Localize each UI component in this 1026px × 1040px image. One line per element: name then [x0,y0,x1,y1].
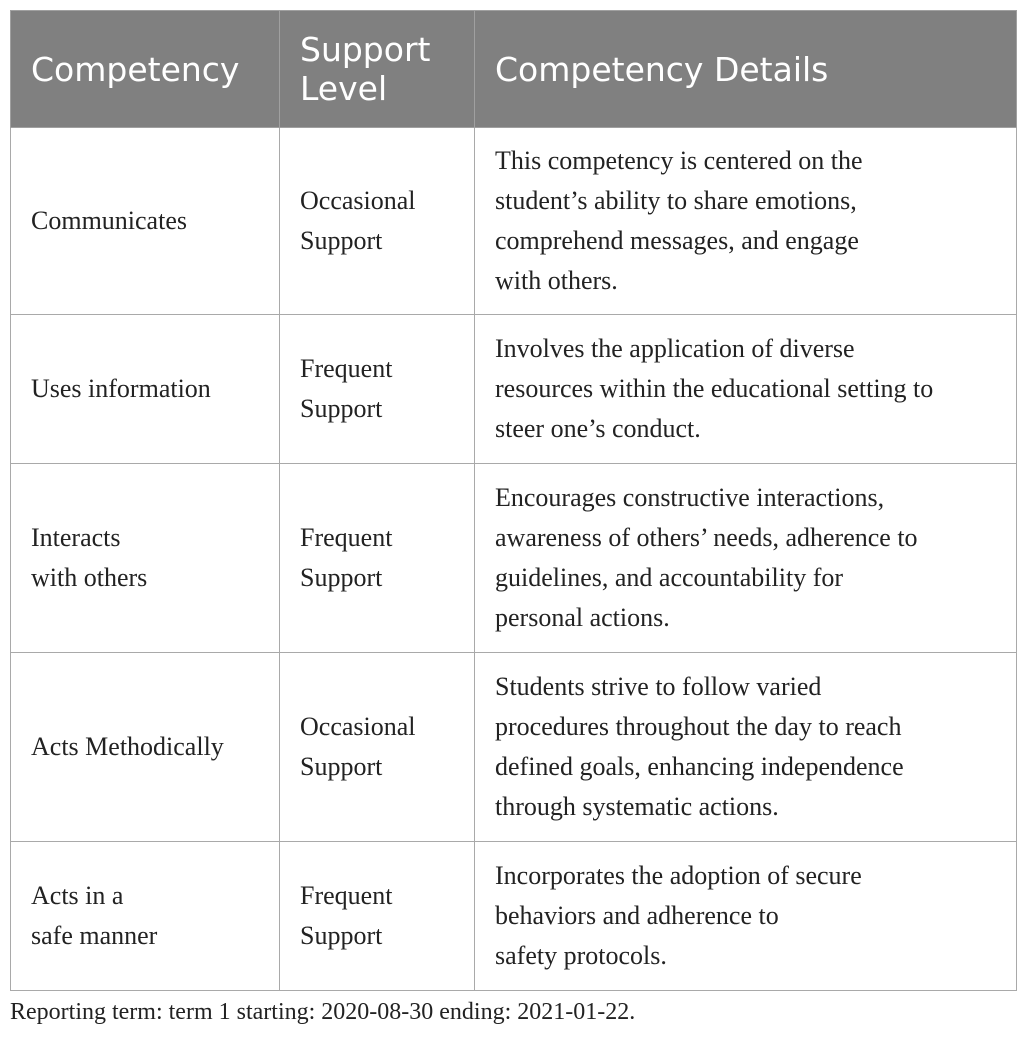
cell-line: steer one’s conduct. [495,414,701,443]
cell-line: Interacts [31,523,121,552]
cell-line: This competency is centered on the [495,146,863,175]
cell-line: safe manner [31,921,158,950]
table-footnote: Reporting term: term 1 starting: 2020-08-30 ending: 2021-01-22. [10,999,636,1025]
cell-competency [11,842,280,991]
cell-details [475,464,1017,653]
table-header-row [11,11,1017,128]
cell-line: Support [300,394,383,423]
cell-line: Support [300,752,383,781]
cell-line: Uses information [31,374,211,403]
cell-line: Students strive to follow varied [495,672,822,701]
cell-line: with others. [495,266,618,295]
cell-line: Support [300,226,383,255]
cell-line: Acts Methodically [31,732,224,761]
cell-competency [11,464,280,653]
cell-competency [11,653,280,842]
cell-line: comprehend messages, and engage [495,226,859,255]
cell-line: guidelines, and accountability for [495,563,844,592]
cell-support-level [280,315,475,464]
table-row [11,128,1017,315]
table-row [11,653,1017,842]
cell-line: Frequent [300,523,393,552]
cell-line: Support [300,563,383,592]
cell-line: through systematic actions. [495,792,779,821]
cell-line: Support [300,921,383,950]
cell-line: personal actions. [495,603,670,632]
header-competency: Competency [11,11,280,128]
cell-line: Occasional [300,712,416,741]
cell-line: student’s ability to share emotions, [495,186,857,215]
cell-competency [11,315,280,464]
competency-table-container [10,10,1016,991]
cell-line: Frequent [300,881,393,910]
cell-line: with others [31,563,148,592]
cell-line: defined goals, enhancing independence [495,752,904,781]
competency-table [10,10,1017,991]
cell-line: Occasional [300,186,416,215]
cell-support-level [280,653,475,842]
cell-line: Frequent [300,354,393,383]
cell-line: awareness of others’ needs, adherence to [495,523,918,552]
cell-details [475,842,1017,991]
cell-details [475,315,1017,464]
cell-support-level [280,464,475,653]
cell-line: Involves the application of diverse [495,334,855,363]
cell-line: procedures throughout the day to reach [495,712,902,741]
header-support-level [280,11,475,128]
header-competency-details: Competency Details [475,11,1017,128]
cell-support-level [280,128,475,315]
cell-line: Incorporates the adoption of secure [495,861,862,890]
cell-line: Acts in a [31,881,124,910]
table-row [11,464,1017,653]
cell-line: behaviors and adherence to [495,901,779,930]
cell-details [475,128,1017,315]
table-row [11,315,1017,464]
header-support-level-line-2: Level [300,69,388,108]
cell-line: safety protocols. [495,941,667,970]
cell-support-level [280,842,475,991]
cell-line: resources within the educational setting to [495,374,934,403]
header-support-level-line-1: Support [300,30,431,69]
cell-competency [11,128,280,315]
table-row [11,842,1017,991]
cell-line: Encourages constructive interactions, [495,483,885,512]
cell-details [475,653,1017,842]
cell-line: Communicates [31,206,187,235]
